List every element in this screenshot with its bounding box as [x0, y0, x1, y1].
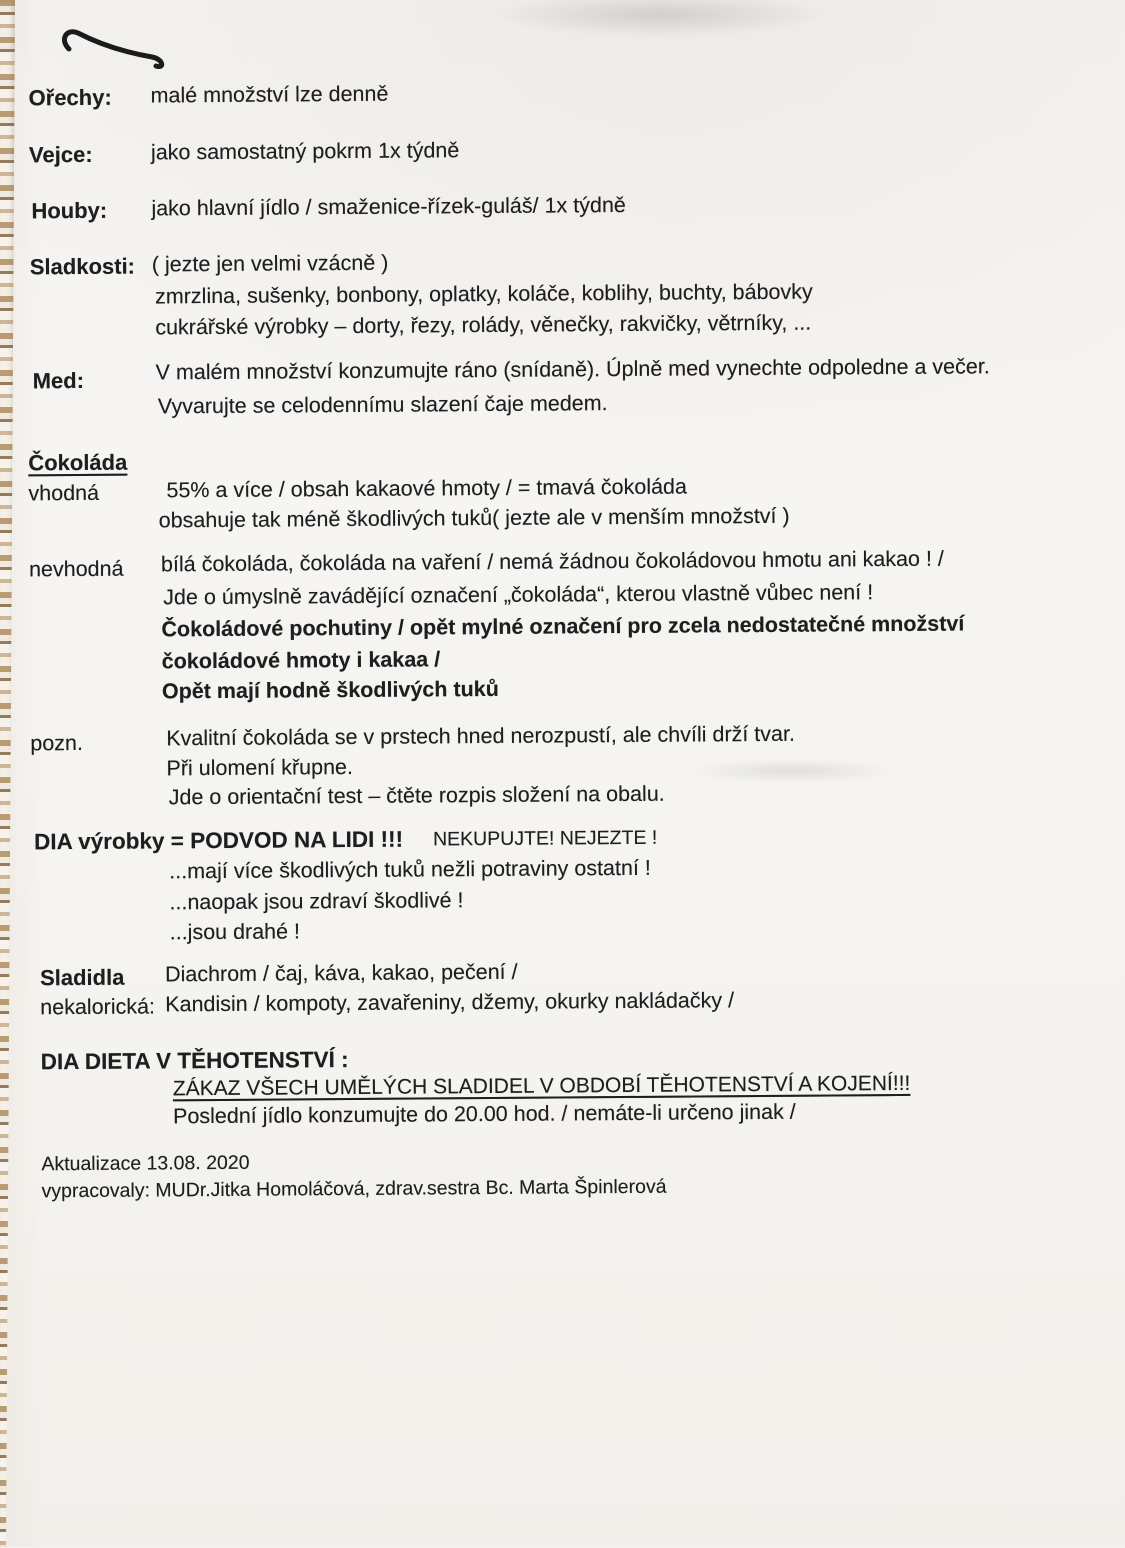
text-nevhodna-2: Jde o úmyslně zavádějící označení „čokoláda“, kterou vlastně vůbec není ! [163, 580, 874, 610]
text-vejce: jako samostatný pokrm 1x týdně [150, 138, 460, 165]
text-nevhodna-1: bílá čokoláda, čokoláda na vaření / nemá žádnou čokoládovou hmotu ani kakao ! / [160, 546, 944, 577]
heading-dia-dieta: DIA DIETA V TĚHOTENSTVÍ : [40, 1047, 349, 1075]
label-vhodna: vhodná [28, 480, 100, 506]
text-nevhodna-3: Čokoládové pochutiny / opět mylné označení pro zcela nedostatečné množství [161, 611, 965, 642]
text-med-2: Vyvarujte se celodennímu slazení čaje medem. [157, 391, 608, 419]
label-houby: Houby: [31, 197, 108, 224]
heading-dia-vyrobky: DIA výrobky = PODVOD NA LIDI !!! [33, 826, 404, 855]
label-sladkosti: Sladkosti: [29, 253, 136, 280]
label-pozn: pozn. [30, 730, 84, 756]
text-dia-3: ...jsou drahé ! [169, 919, 301, 945]
label-med: Med: [32, 367, 85, 394]
text-vhodna-1: 55% a více / obsah kakaové hmoty / = tmavá čokoláda [166, 474, 688, 503]
label-orechy: Ořechy: [28, 84, 112, 111]
text-sladidla: Diachrom / čaj, káva, kakao, pečení / [164, 959, 518, 987]
label-vejce: Vejce: [28, 141, 93, 168]
text-sladkosti-1: ( jezte jen velmi vzácně ) [151, 250, 389, 277]
text-pozn-2: Při ulomení křupne. [166, 755, 354, 781]
text-vypracovaly: vypracovaly: MUDr.Jitka Homoláčová, zdrav.sestra Bc. Marta Špinlerová [41, 1175, 667, 1203]
text-nevhodna-5: Opět mají hodně škodlivých tuků [161, 676, 499, 704]
text-pozn-3: Jde o orientační test – čtěte rozpis složení na obalu. [168, 781, 665, 810]
text-dia-2: ...naopak jsou zdraví škodlivé ! [169, 888, 464, 915]
text-med-1: V malém množství konzumujte ráno (snídaně). Úplně med vynechte odpoledne a večer. [155, 354, 990, 385]
text-zakaz: ZÁKAZ VŠECH UMĚLÝCH SLADIDEL V OBDOBÍ TĚHOTENSTVÍ A KOJENÍ!!! [172, 1071, 911, 1101]
text-sladkosti-3: cukrářské výrobky – dorty, řezy, rolády, věnečky, rakvičky, větrníky, ... [155, 310, 812, 340]
label-nevhodna: nevhodná [28, 556, 124, 582]
text-nekaloricka: Kandisin / kompoty, zavařeniny, džemy, okurky nakládačky / [165, 988, 735, 1017]
text-orechy: malé množství lze denně [150, 81, 389, 108]
text-dia-1: ...mají více škodlivých tuků nežli potraviny ostatní ! [169, 855, 651, 884]
text-houby: jako hlavní jídlo / smaženice-řízek-guláš/ 1x týdně [151, 192, 626, 221]
text-posledni-jidlo: Poslední jídlo konzumujte do 20.00 hod. / nemáte-li určeno jinak / [172, 1099, 796, 1129]
heading-cokolada: Čokoláda [28, 449, 128, 476]
label-nekaloricka: nekalorická: [40, 994, 156, 1020]
text-pozn-1: Kvalitní čokoláda se v prstech hned nerozpustí, ale chvíli drží tvar. [166, 721, 795, 751]
text-sladkosti-2: zmrzlina, sušenky, bonbony, oplatky, koláče, koblihy, buchty, bábovky [154, 279, 813, 309]
text-vhodna-2: obsahuje tak méně škodlivých tuků( jezte ale v menším množství ) [158, 503, 790, 533]
label-sladidla: Sladidla [39, 964, 125, 991]
text-dia-warning: NEKUPUJTE! NEJEZTE ! [432, 826, 658, 851]
text-nevhodna-4: čokoládové hmoty i kakaa / [161, 647, 441, 674]
text-aktualizace: Aktualizace 13.08. 2020 [41, 1151, 250, 1176]
